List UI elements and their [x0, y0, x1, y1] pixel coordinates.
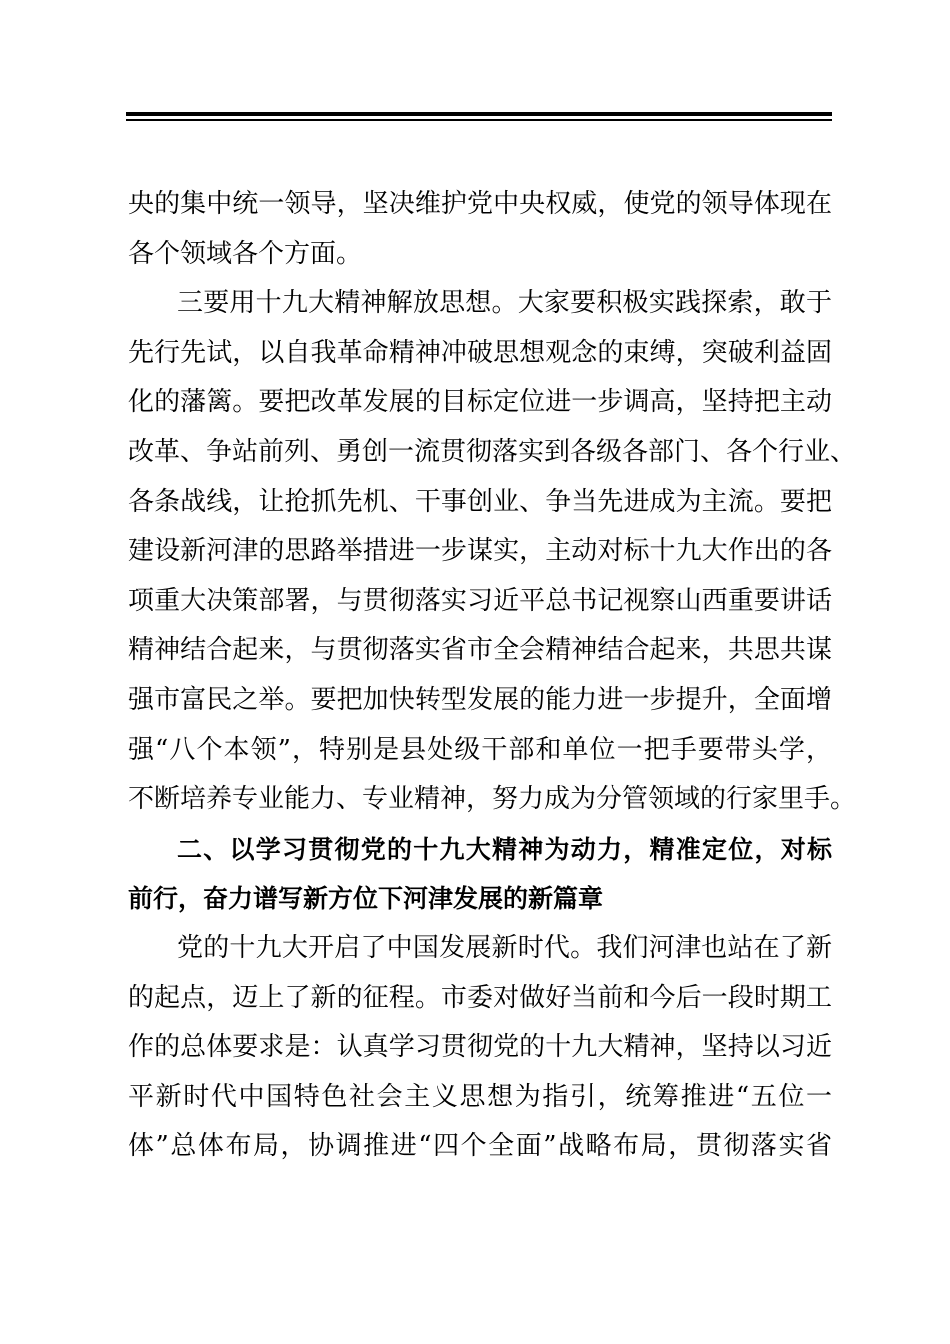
text-line: 平新时代中国特色社会主义思想为指引，统筹推进“五位一 — [128, 1081, 832, 1112]
paragraph-first-line: 三要用十九大精神解放思想。大家要积极实践探索，敢于 — [177, 288, 832, 319]
text-line: 先行先试，以自我革命精神冲破思想观念的束缚，突破利益固 — [128, 337, 832, 368]
text-line: 化的藩篱。要把改革发展的目标定位进一步调高，坚持把主动 — [128, 387, 832, 418]
section-heading: 前行，奋力谱写新方位下河津发展的新篇章 — [128, 884, 604, 914]
text-line: 建设新河津的思路举措进一步谋实，主动对标十九大作出的各 — [128, 536, 832, 567]
document-body — [128, 180, 857, 1172]
text-line: 体”总体布局，协调推进“四个全面”战略布局，贯彻落实省 — [128, 1131, 832, 1162]
section-heading: 二、以学习贯彻党的十九大精神为动力，精准定位，对标 — [177, 834, 832, 864]
text-line: 强“八个本领”，特别是县处级干部和单位一把手要带头学， — [128, 734, 832, 765]
text-line: 项重大决策部署，与贯彻落实习近平总书记视察山西重要讲话 — [128, 585, 832, 616]
paragraph-first-line: 党的十九大开启了中国发展新时代。我们河津也站在了新 — [177, 932, 832, 963]
text-line: 强市富民之举。要把加快转型发展的能力进一步提升，全面增 — [128, 684, 832, 715]
text-line: 改革、争站前列、勇创一流贯彻落实到各级各部门、各个行业、 — [128, 436, 857, 467]
text-line: 央的集中统一领导，坚决维护党中央权威，使党的领导体现在 — [128, 189, 832, 219]
text-line: 作的总体要求是：认真学习贯彻党的十九大精神，坚持以习近 — [128, 1032, 832, 1063]
header-rule-thin — [126, 119, 832, 121]
text-line: 精神结合起来，与贯彻落实省市全会精神结合起来，共思共谋 — [128, 635, 832, 666]
text-line: 的起点，迈上了新的征程。市委对做好当前和今后一段时期工 — [128, 982, 832, 1013]
text-line: 各条战线，让抢抓先机、干事创业、争当先进成为主流。要把 — [128, 486, 832, 517]
text-line: 各个领域各个方面。 — [128, 238, 363, 269]
header-rule-thick — [126, 112, 832, 116]
text-line: 不断培养专业能力、专业精神，努力成为分管领域的行家里手。 — [128, 784, 857, 815]
